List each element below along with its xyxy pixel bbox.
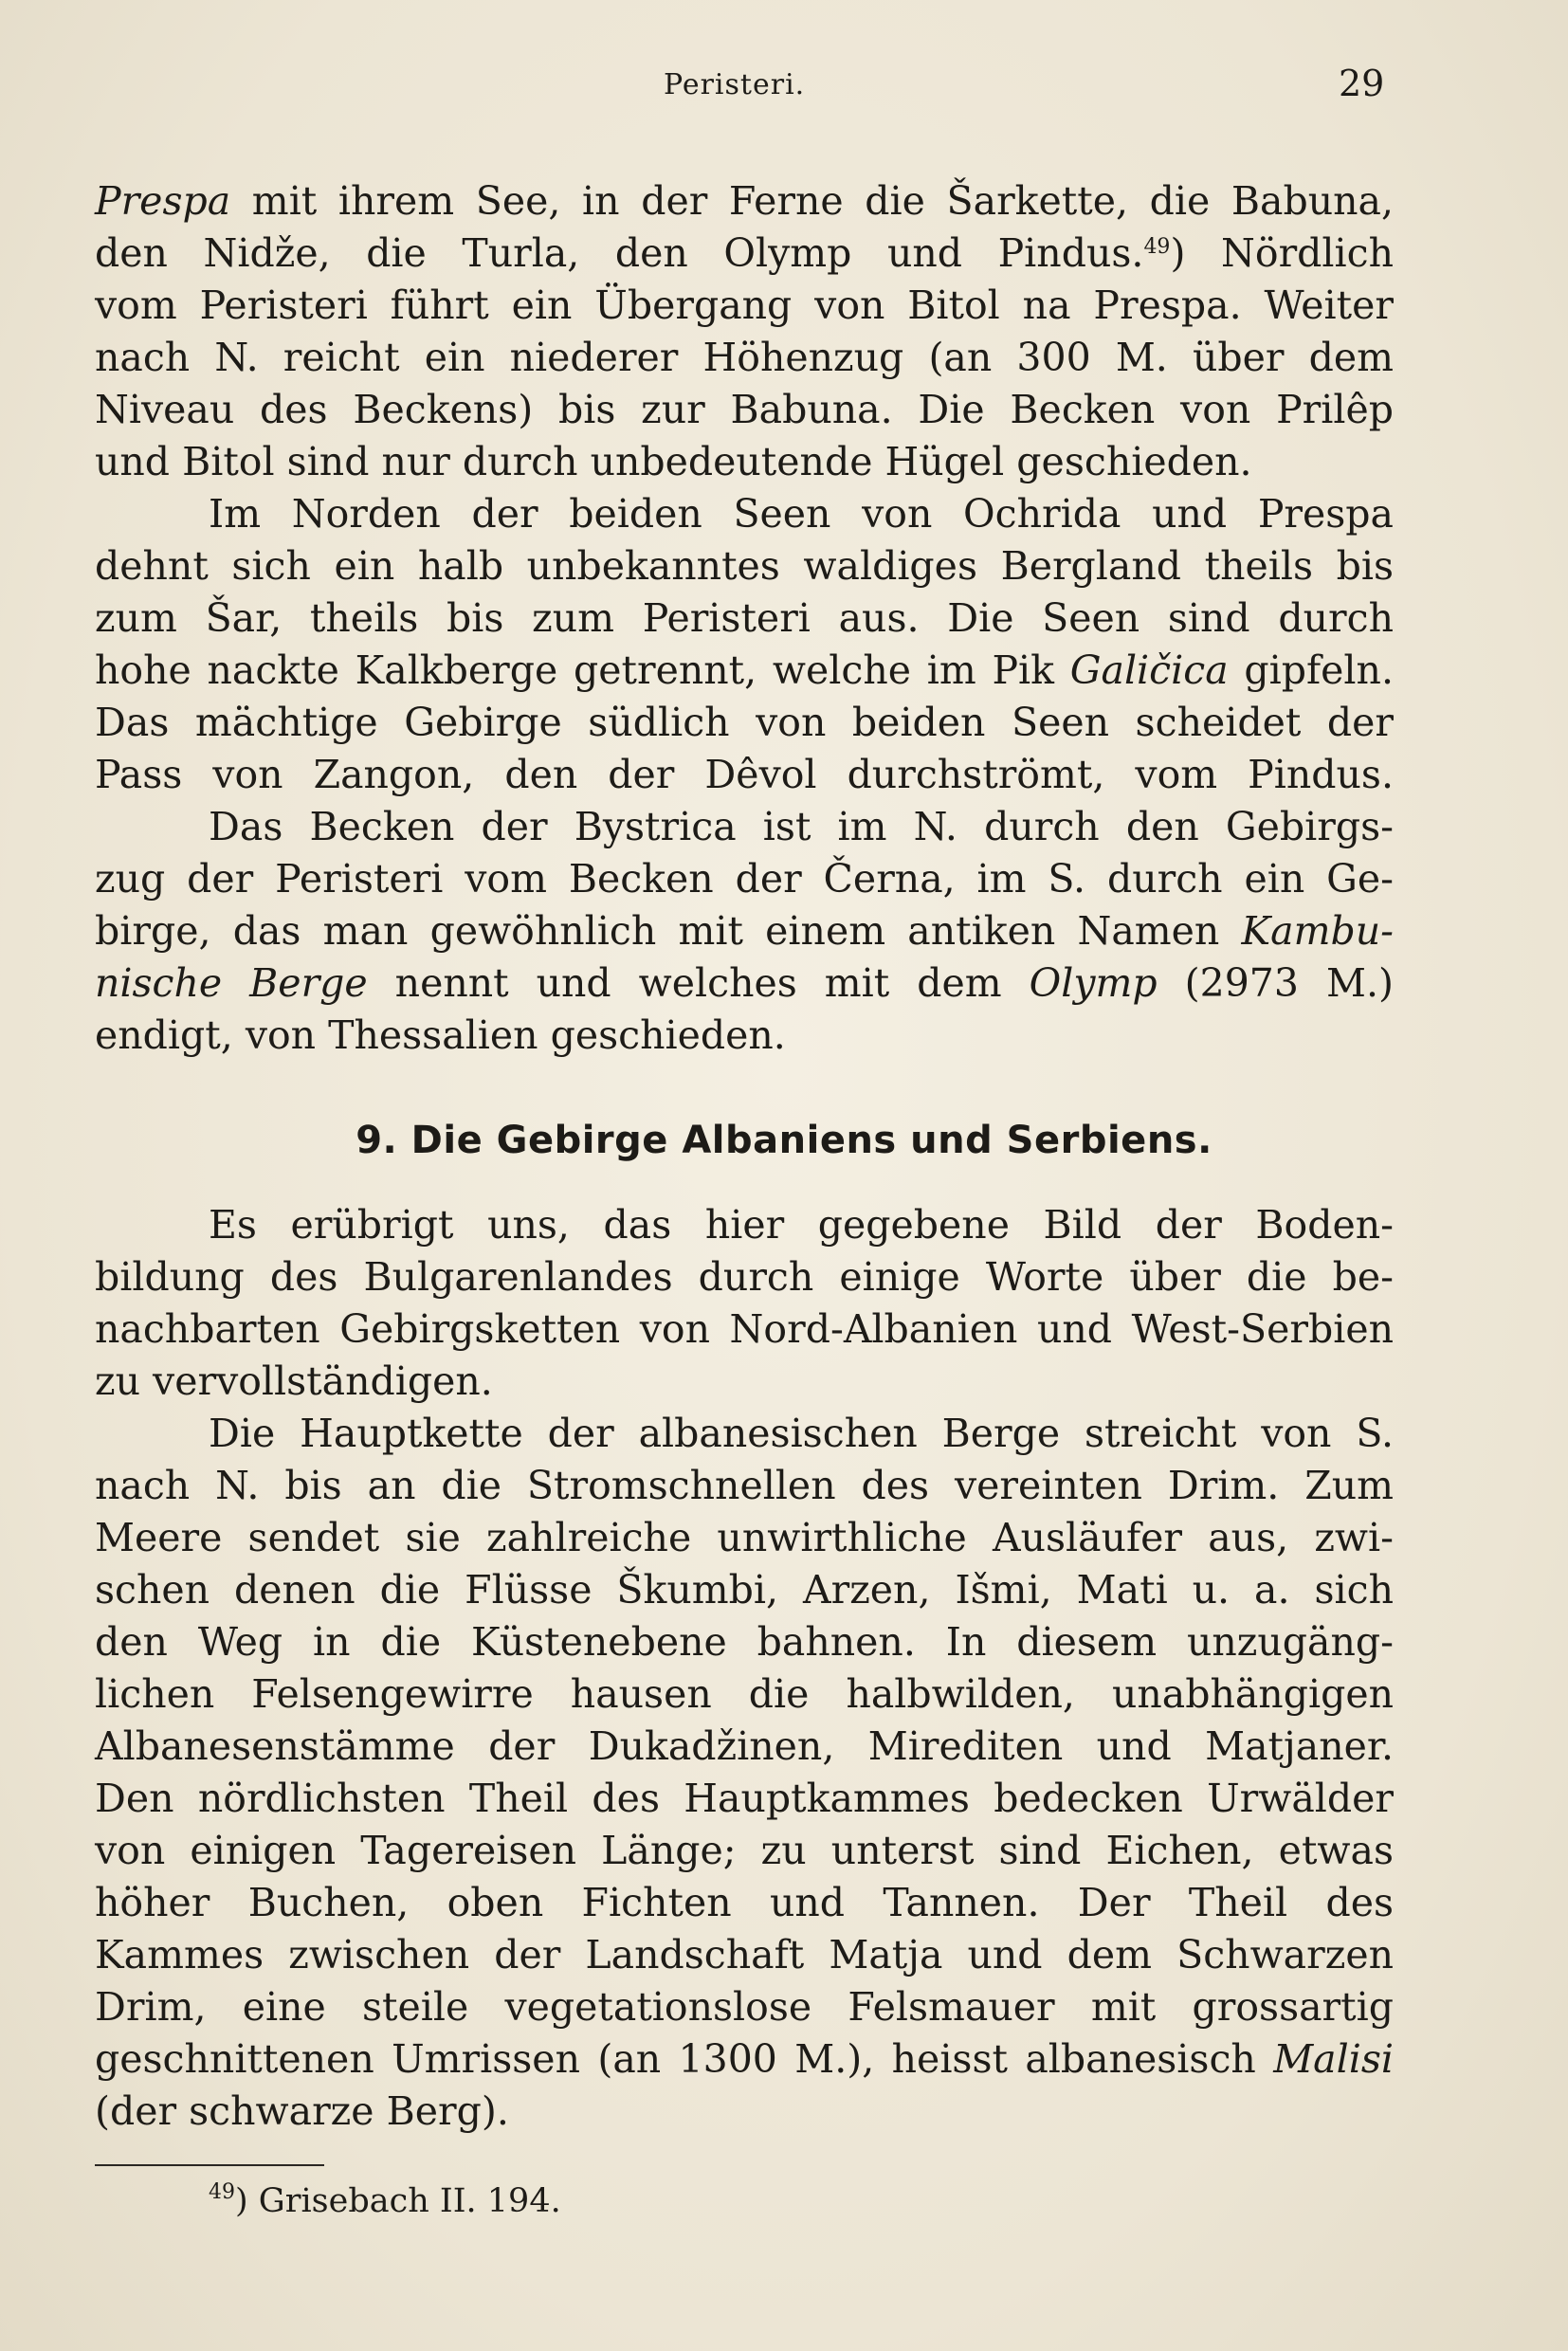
text-line: Das Becken der Bystrica ist im N. durch den Gebirgs- [209,804,1394,849]
text-line: Die Hauptkette der albanesischen Berge streicht von S. [209,1411,1394,1456]
place-name: Malisi [1273,2036,1394,2082]
body-text-upper [95,175,1394,1062]
text-line: und Bitol sind nur durch unbedeutende Hügel geschieden. [95,439,1252,484]
text-span: hohe nackte Kalkberge getrennt, welche im Pik [95,647,1070,693]
text-line: zum Šar, theils bis zum Peristeri aus. Die Seen sind durch [95,595,1394,641]
text-line [95,645,1394,697]
place-name: nische Berge [95,960,368,1006]
place-name: Prespa [95,178,231,224]
section-heading: 9. Die Gebirge Albaniens und Serbiens. [356,1119,1212,1162]
footnote [209,2182,561,2220]
text-line: bildung des Bulgarenlandes durch einige Worte über die be- [95,1254,1394,1300]
text-line: Kammes zwischen der Landschaft Matja und dem Schwarzen [95,1932,1394,1977]
footnote-text: ) Grisebach II. 194. [235,2182,561,2220]
text-line [95,905,1394,957]
text-line: nachbarten Gebirgsketten von Nord-Albanien und West-Serbien [95,1306,1394,1352]
text-line: lichen Felsengewirre hausen die halbwilden, unabhängigen [95,1671,1394,1717]
text-line: endigt, von Thessalien geschieden. [95,1012,786,1058]
place-name: Kambu- [1241,908,1394,954]
text-span: ) Nördlich [1170,230,1395,276]
text-line: dehnt sich ein halb unbekanntes waldiges Bergland theils bis [95,543,1394,589]
text-line: (der schwarze Berg). [95,2088,509,2134]
text-line: Im Norden der beiden Seen von Ochrida und Prespa [209,491,1394,537]
text-line [95,228,1394,280]
text-line: höher Buchen, oben Fichten und Tannen. Der Theil des [95,1880,1394,1925]
text-line [95,2033,1394,2086]
place-name: Galičica [1069,647,1229,693]
text-span: gipfeln. [1228,647,1394,693]
text-line: Es erübrigt uns, das hier gegebene Bild der Boden- [209,1202,1394,1248]
place-name: Olymp [1029,960,1158,1006]
text-line: zug der Peristeri vom Becken der Černa, im S. durch ein Ge- [95,856,1394,902]
body-text-lower [95,1199,1394,2138]
footnote-ref: 49 [1143,235,1171,259]
text-line: Drim, eine steile vegetationslose Felsmauer mit grossartig [95,1984,1394,2030]
text-line: nach N. bis an die Stromschnellen des vereinten Drim. Zum [95,1463,1394,1508]
text-line: Meere sendet sie zahlreiche unwirthliche Ausläufer aus, zwi- [95,1515,1394,1560]
text-span: mit ihrem See, in der Ferne die Šarkette, die Babuna, [230,178,1394,224]
text-line: Das mächtige Gebirge südlich von beiden Seen scheidet der [95,700,1394,745]
text-line: schen denen die Flüsse Škumbi, Arzen, Išmi, Mati u. a. sich [95,1567,1394,1613]
text-line: zu vervollständigen. [95,1358,493,1404]
text-line: von einigen Tagereisen Länge; zu unterst sind Eichen, etwas [95,1828,1394,1873]
text-line: Niveau des Beckens) bis zur Babuna. Die Becken von Prilêp [95,387,1394,432]
text-span: geschnittenen Umrissen (an 1300 M.), heisst albanesisch [95,2036,1274,2082]
footnote-marker: 49 [209,2180,235,2204]
text-line: Pass von Zangon, den der Dêvol durchströmt, vom Pindus. [95,752,1394,797]
page-number: 29 [1339,63,1385,104]
running-title: Peristeri. [664,68,806,101]
text-span: nennt und welches mit dem [367,960,1030,1006]
text-line [95,957,1394,1010]
text-line: nach N. reicht ein niederer Höhenzug (an 300 M. über dem [95,335,1394,380]
text-line: den Weg in die Küstenebene bahnen. In diesem unzugäng- [95,1619,1394,1665]
text-line: Albanesenstämme der Dukadžinen, Mirediten und Matjaner. [95,1723,1394,1769]
text-span: den Nidže, die Turla, den Olymp und Pindus. [95,230,1144,276]
text-line: Den nördlichsten Theil des Hauptkammes bedecken Urwälder [95,1776,1394,1821]
running-head [0,63,1568,116]
text-span: birge, das man gewöhnlich mit einem antiken Namen [95,908,1242,954]
text-span: (2973 M.) [1157,960,1394,1006]
text-line: vom Peristeri führt ein Übergang von Bitol na Prespa. Weiter [95,282,1394,328]
footnote-divider [95,2164,324,2166]
text-line [95,175,1394,228]
